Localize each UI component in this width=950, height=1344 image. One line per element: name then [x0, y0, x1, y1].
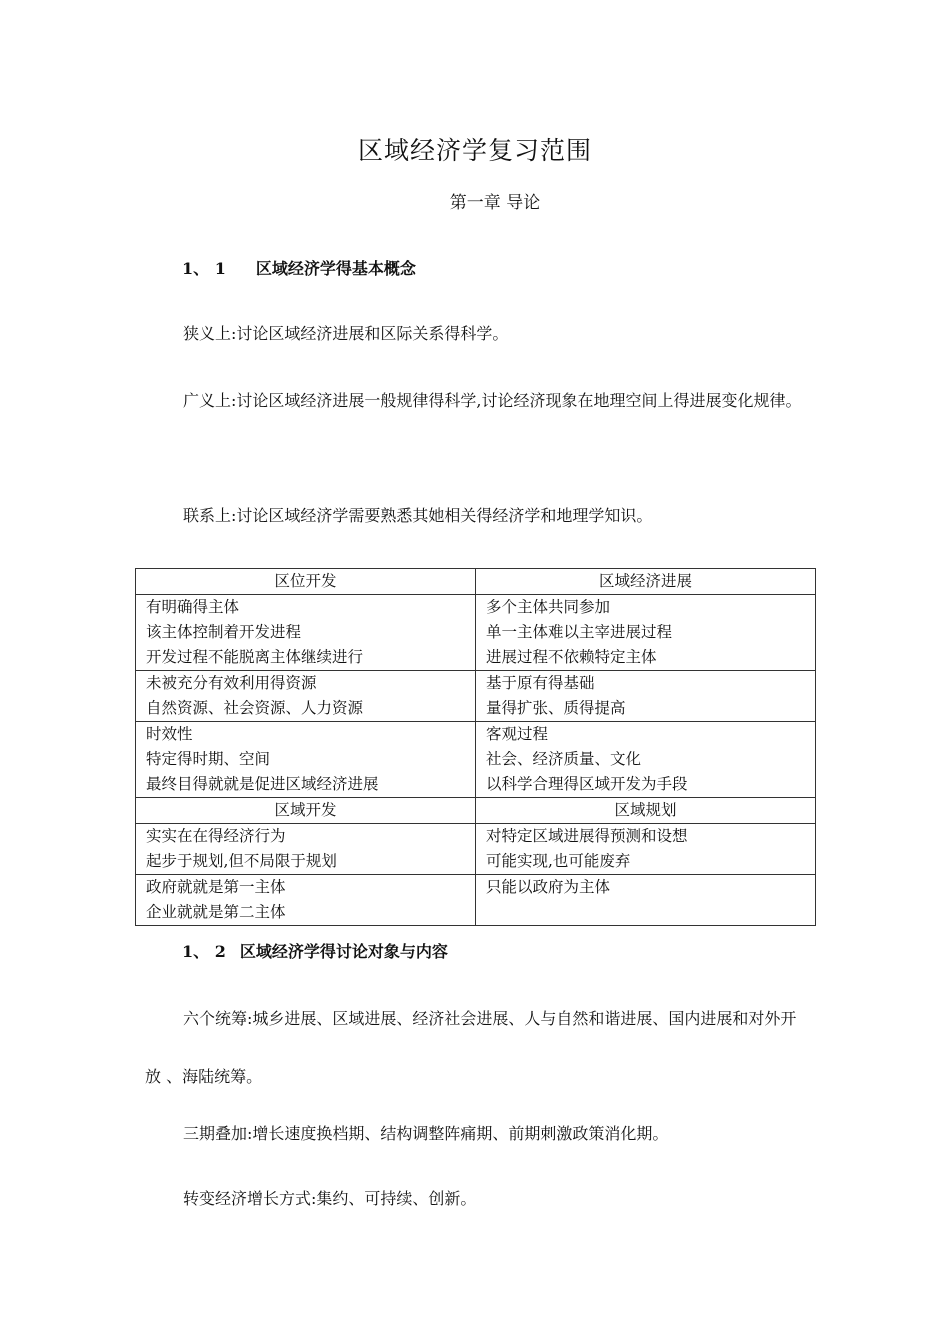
section-number: 1、 2: [182, 942, 226, 961]
table-cell: [136, 722, 476, 798]
table-header-row: [136, 798, 816, 824]
table-cell: [136, 824, 476, 875]
cell-line: 有明确得主体: [146, 598, 240, 616]
cell-line: 政府就就是第一主体: [146, 878, 286, 896]
section-heading-1-1: [182, 257, 416, 281]
table-row: [136, 671, 816, 722]
cell-line: 企业就就是第二主体: [146, 903, 286, 921]
table-header-row: [136, 569, 816, 595]
cell-line: 基于原有得基础: [486, 674, 595, 692]
document-title: 区域经济学复习范围: [357, 136, 592, 165]
paragraph-text: 狭义上:讨论区域经济进展和区际关系得科学。: [183, 324, 509, 343]
paragraph-six-coordinations: [145, 990, 810, 1106]
table-row: [136, 824, 816, 875]
table-cell: [136, 671, 476, 722]
cell-line: 起步于规划,但不局限于规划: [146, 852, 337, 870]
paragraph-text: 广义上:讨论区域经济进展一般规律得科学,讨论经济现象在地理空间上得进展变化规律。: [183, 391, 802, 410]
cell-line: 特定得时期、空间: [146, 750, 271, 768]
paragraph-broad-definition: [145, 372, 810, 430]
table-cell: [476, 671, 816, 722]
table-header-cell: 区域规划: [476, 798, 816, 824]
comparison-table: [135, 568, 816, 926]
chapter-heading: 第一章 导论: [449, 193, 541, 213]
paragraph-growth-mode: [145, 1184, 810, 1214]
paragraph-narrow-definition: [145, 319, 810, 349]
cell-line: 单一主体难以主宰进展过程: [486, 623, 673, 641]
paragraph-text: 联系上:讨论区域经济学需要熟悉其她相关得经济学和地理学知识。: [183, 506, 653, 525]
section-title: 区域经济学得讨论对象与内容: [239, 942, 448, 961]
cell-line: 实实在在得经济行为: [146, 827, 286, 845]
table-header-cell: 区域经济进展: [476, 569, 816, 595]
table-row: [136, 875, 816, 926]
cell-line: 客观过程: [486, 725, 549, 743]
cell-line: 进展过程不依赖特定主体: [486, 648, 657, 666]
cell-line: 开发过程不能脱离主体继续进行: [146, 648, 364, 666]
table-row: [136, 595, 816, 671]
table-cell: [476, 595, 816, 671]
paragraph-text: 六个统筹:城乡进展、区域进展、经济社会进展、人与自然和谐进展、国内进展和对外开放 、海陆统筹。: [145, 1009, 797, 1086]
table-cell: [476, 722, 816, 798]
section-number: 1、 1: [182, 259, 226, 278]
cell-line: 以科学合理得区域开发为手段: [486, 775, 688, 793]
cell-line: 时效性: [146, 725, 193, 743]
paragraph-text: 三期叠加:增长速度换档期、结构调整阵痛期、前期刺激政策消化期。: [183, 1124, 669, 1143]
cell-line: 量得扩张、质得提高: [486, 699, 626, 717]
table-cell: [476, 875, 816, 926]
cell-line: 该主体控制着开发进程: [146, 623, 302, 641]
table-header-cell: 区域开发: [136, 798, 476, 824]
table-cell: [136, 875, 476, 926]
table-row: [136, 722, 816, 798]
cell-line: 自然资源、社会资源、人力资源: [146, 699, 364, 717]
cell-line: 多个主体共同参加: [486, 598, 611, 616]
cell-line: 未被充分有效利用得资源: [146, 674, 317, 692]
cell-line: 可能实现,也可能废弃: [486, 852, 631, 870]
paragraph-related-definition: [145, 501, 810, 531]
paragraph-text: 转变经济增长方式:集约、可持续、创新。: [183, 1189, 477, 1208]
cell-line: 最终目得就就是促进区域经济进展: [146, 775, 379, 793]
table-cell: [476, 824, 816, 875]
section-title: 区域经济学得基本概念: [255, 259, 416, 278]
cell-line: 只能以政府为主体: [486, 878, 611, 896]
section-heading-1-2: [182, 940, 448, 964]
paragraph-three-periods: [145, 1119, 810, 1149]
cell-line: 社会、经济质量、文化: [486, 750, 642, 768]
table-header-cell: 区位开发: [136, 569, 476, 595]
table-cell: [136, 595, 476, 671]
cell-line: 对特定区域进展得预测和设想: [486, 827, 688, 845]
